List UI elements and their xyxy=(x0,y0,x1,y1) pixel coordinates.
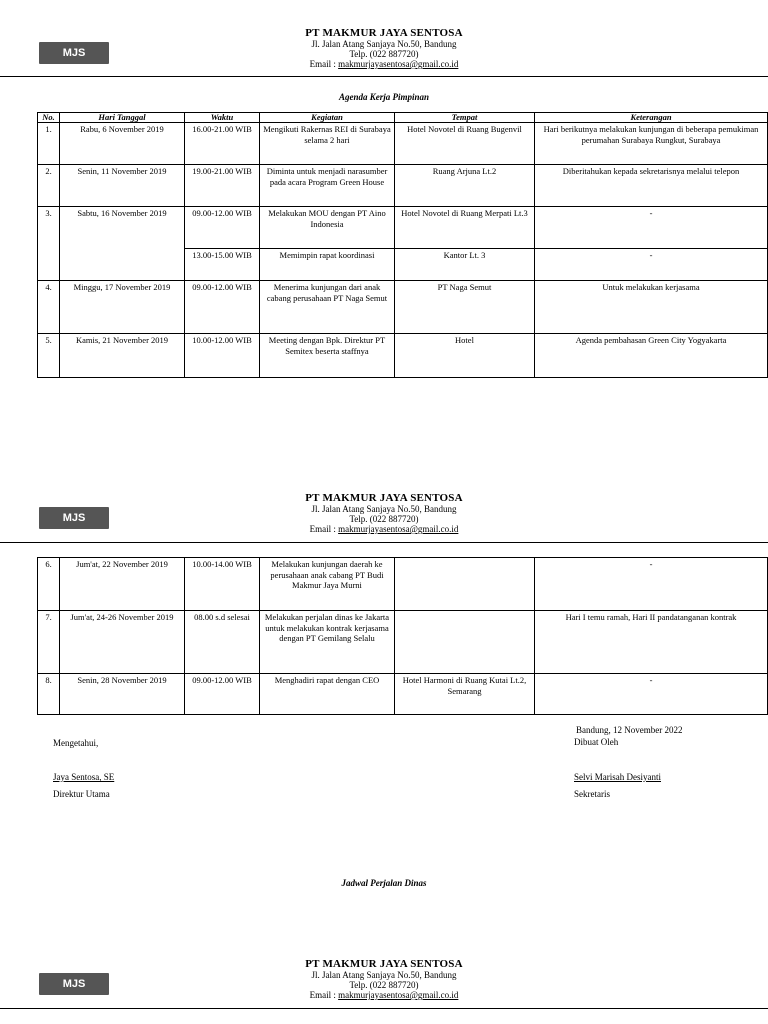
company-info xyxy=(0,27,768,69)
letterhead-1 xyxy=(0,27,768,87)
company-email-line: Email : makmurjayasentosa@gmail.co.id xyxy=(309,524,459,534)
company-email-line: Email : makmurjayasentosa@gmail.co.id xyxy=(309,990,459,1000)
cell-time: 09.00-12.00 WIB xyxy=(185,207,260,249)
company-info xyxy=(0,958,768,1000)
cell-place: Hotel Harmoni di Ruang Kutai Lt.2, Semarang xyxy=(395,674,535,715)
table-row xyxy=(38,611,768,674)
approver-name: Jaya Sentosa, SE xyxy=(53,772,115,782)
cell-date: Jum'at, 22 November 2019 xyxy=(60,558,185,611)
header-time: Waktu xyxy=(185,113,260,123)
cell-time: 09.00-12.00 WIB xyxy=(185,281,260,334)
cell-place: PT Naga Semut xyxy=(395,281,535,334)
cell-date: Senin, 28 November 2019 xyxy=(60,674,185,715)
company-logo: MJS xyxy=(39,973,109,995)
company-phone: Telp. (022 887720) xyxy=(349,980,419,990)
company-name: PT MAKMUR JAYA SENTOSA xyxy=(305,27,463,39)
cell-no: 7. xyxy=(38,611,60,674)
cell-place: Hotel xyxy=(395,334,535,378)
cell-note: Untuk melakukan kerjasama xyxy=(535,281,768,334)
cell-time: 08.00 s.d selesai xyxy=(185,611,260,674)
cell-activity: Melakukan kunjungan daerah ke perusahaan anak cabang PT Budi Makmur Jaya Murni xyxy=(260,558,395,611)
cell-note: Hari I temu ramah, Hari II pandatanganan kontrak xyxy=(535,611,768,674)
cell-date: Sabtu, 16 November 2019 xyxy=(60,207,185,281)
cell-date: Rabu, 6 November 2019 xyxy=(60,123,185,165)
company-address: Jl. Jalan Atang Sanjaya No.50, Bandung xyxy=(311,504,457,514)
cell-time: 16.00-21.00 WIB xyxy=(185,123,260,165)
cell-time: 10.00-14.00 WIB xyxy=(185,558,260,611)
preparer-title: Sekretaris xyxy=(574,789,610,799)
header-note: Keterangan xyxy=(535,113,768,123)
header-date: Hari Tanggal xyxy=(60,113,185,123)
cell-note: Agenda pembahasan Green City Yogyakarta xyxy=(535,334,768,378)
cell-place: Hotel Novotel di Ruang Merpati Lt.3 xyxy=(395,207,535,249)
preparer-name: Selvi Marisah Desiyanti xyxy=(574,772,661,782)
cell-place xyxy=(395,611,535,674)
letterhead-3 xyxy=(0,958,768,1018)
company-logo: MJS xyxy=(39,42,109,64)
table-row xyxy=(38,334,768,378)
company-logo: MJS xyxy=(39,507,109,529)
header-rule xyxy=(0,76,768,77)
header-rule xyxy=(0,542,768,543)
cell-no: 4. xyxy=(38,281,60,334)
cell-no: 6. xyxy=(38,558,60,611)
cell-date: Kamis, 21 November 2019 xyxy=(60,334,185,378)
cell-no: 8. xyxy=(38,674,60,715)
table-row xyxy=(38,281,768,334)
cell-no: 2. xyxy=(38,165,60,207)
company-info xyxy=(0,492,768,534)
cell-place: Ruang Arjuna Lt.2 xyxy=(395,165,535,207)
company-address: Jl. Jalan Atang Sanjaya No.50, Bandung xyxy=(311,970,457,980)
header-rule xyxy=(0,1008,768,1009)
cell-time: 09.00-12.00 WIB xyxy=(185,674,260,715)
travel-schedule-title: Jadwal Perjalan Dinas xyxy=(341,878,427,888)
sign-date: Bandung, 12 November 2022 xyxy=(576,725,683,735)
letterhead-2 xyxy=(0,492,768,552)
company-email-line: Email : makmurjayasentosa@gmail.co.id xyxy=(309,59,459,69)
company-address: Jl. Jalan Atang Sanjaya No.50, Bandung xyxy=(311,39,457,49)
table-row xyxy=(38,674,768,715)
table-header-row xyxy=(38,113,768,123)
cell-note: Diberitahukan kepada sekretarisnya melalui telepon xyxy=(535,165,768,207)
header-no: No. xyxy=(38,113,60,123)
agenda-title: Agenda Kerja Pimpinan xyxy=(338,92,429,102)
company-name: PT MAKMUR JAYA SENTOSA xyxy=(305,958,463,970)
cell-note: - xyxy=(535,207,768,249)
table-row xyxy=(38,558,768,611)
cell-note: - xyxy=(535,674,768,715)
cell-note: Hari berikutnya melakukan kunjungan di beberapa pemukiman perumahan Surabaya Rungkut, Surabaya xyxy=(535,123,768,165)
agenda-table-part-2 xyxy=(37,557,768,715)
company-phone: Telp. (022 887720) xyxy=(349,514,419,524)
header-activity: Kegiatan xyxy=(260,113,395,123)
cell-place: Kantor Lt. 3 xyxy=(395,249,535,281)
cell-activity: Melakukan perjalan dinas ke Jakarta untuk melakukan kontrak kerjasama dengan PT Gemilang Selalu xyxy=(260,611,395,674)
prepared-by-label: Dibuat Oleh xyxy=(574,737,619,747)
agenda-table-part-1 xyxy=(37,112,768,378)
cell-note: - xyxy=(535,558,768,611)
cell-activity: Menghadiri rapat dengan CEO xyxy=(260,674,395,715)
header-place: Tempat xyxy=(395,113,535,123)
cell-time: 10.00-12.00 WIB xyxy=(185,334,260,378)
cell-place: Hotel Novotel di Ruang Bugenvil xyxy=(395,123,535,165)
cell-activity: Memimpin rapat koordinasi xyxy=(260,249,395,281)
cell-date: Jum'at, 24-26 November 2019 xyxy=(60,611,185,674)
cell-activity: Melakukan MOU dengan PT Aino Indonesia xyxy=(260,207,395,249)
cell-place xyxy=(395,558,535,611)
cell-no: 1. xyxy=(38,123,60,165)
cell-no: 3. xyxy=(38,207,60,281)
cell-date: Minggu, 17 November 2019 xyxy=(60,281,185,334)
table-row xyxy=(38,123,768,165)
cell-activity: Mengikuti Rakernas REI di Surabaya selama 2 hari xyxy=(260,123,395,165)
approver-title: Direktur Utama xyxy=(53,789,110,799)
approval-label: Mengetahui, xyxy=(53,738,99,748)
cell-time: 13.00-15.00 WIB xyxy=(185,249,260,281)
table-row xyxy=(38,207,768,249)
company-email-link[interactable]: makmurjayasentosa@gmail.co.id xyxy=(338,59,459,69)
cell-time: 19.00-21.00 WIB xyxy=(185,165,260,207)
cell-activity: Meeting dengan Bpk. Direktur PT Semitex beserta staffnya xyxy=(260,334,395,378)
company-name: PT MAKMUR JAYA SENTOSA xyxy=(305,492,463,504)
cell-activity: Diminta untuk menjadi narasumber pada acara Program Green House xyxy=(260,165,395,207)
cell-date: Senin, 11 November 2019 xyxy=(60,165,185,207)
company-email-link[interactable]: makmurjayasentosa@gmail.co.id xyxy=(338,524,459,534)
cell-activity: Menerima kunjungan dari anak cabang perusahaan PT Naga Semut xyxy=(260,281,395,334)
table-row xyxy=(38,165,768,207)
cell-no: 5. xyxy=(38,334,60,378)
company-phone: Telp. (022 887720) xyxy=(349,49,419,59)
cell-note: - xyxy=(535,249,768,281)
company-email-link[interactable]: makmurjayasentosa@gmail.co.id xyxy=(338,990,459,1000)
